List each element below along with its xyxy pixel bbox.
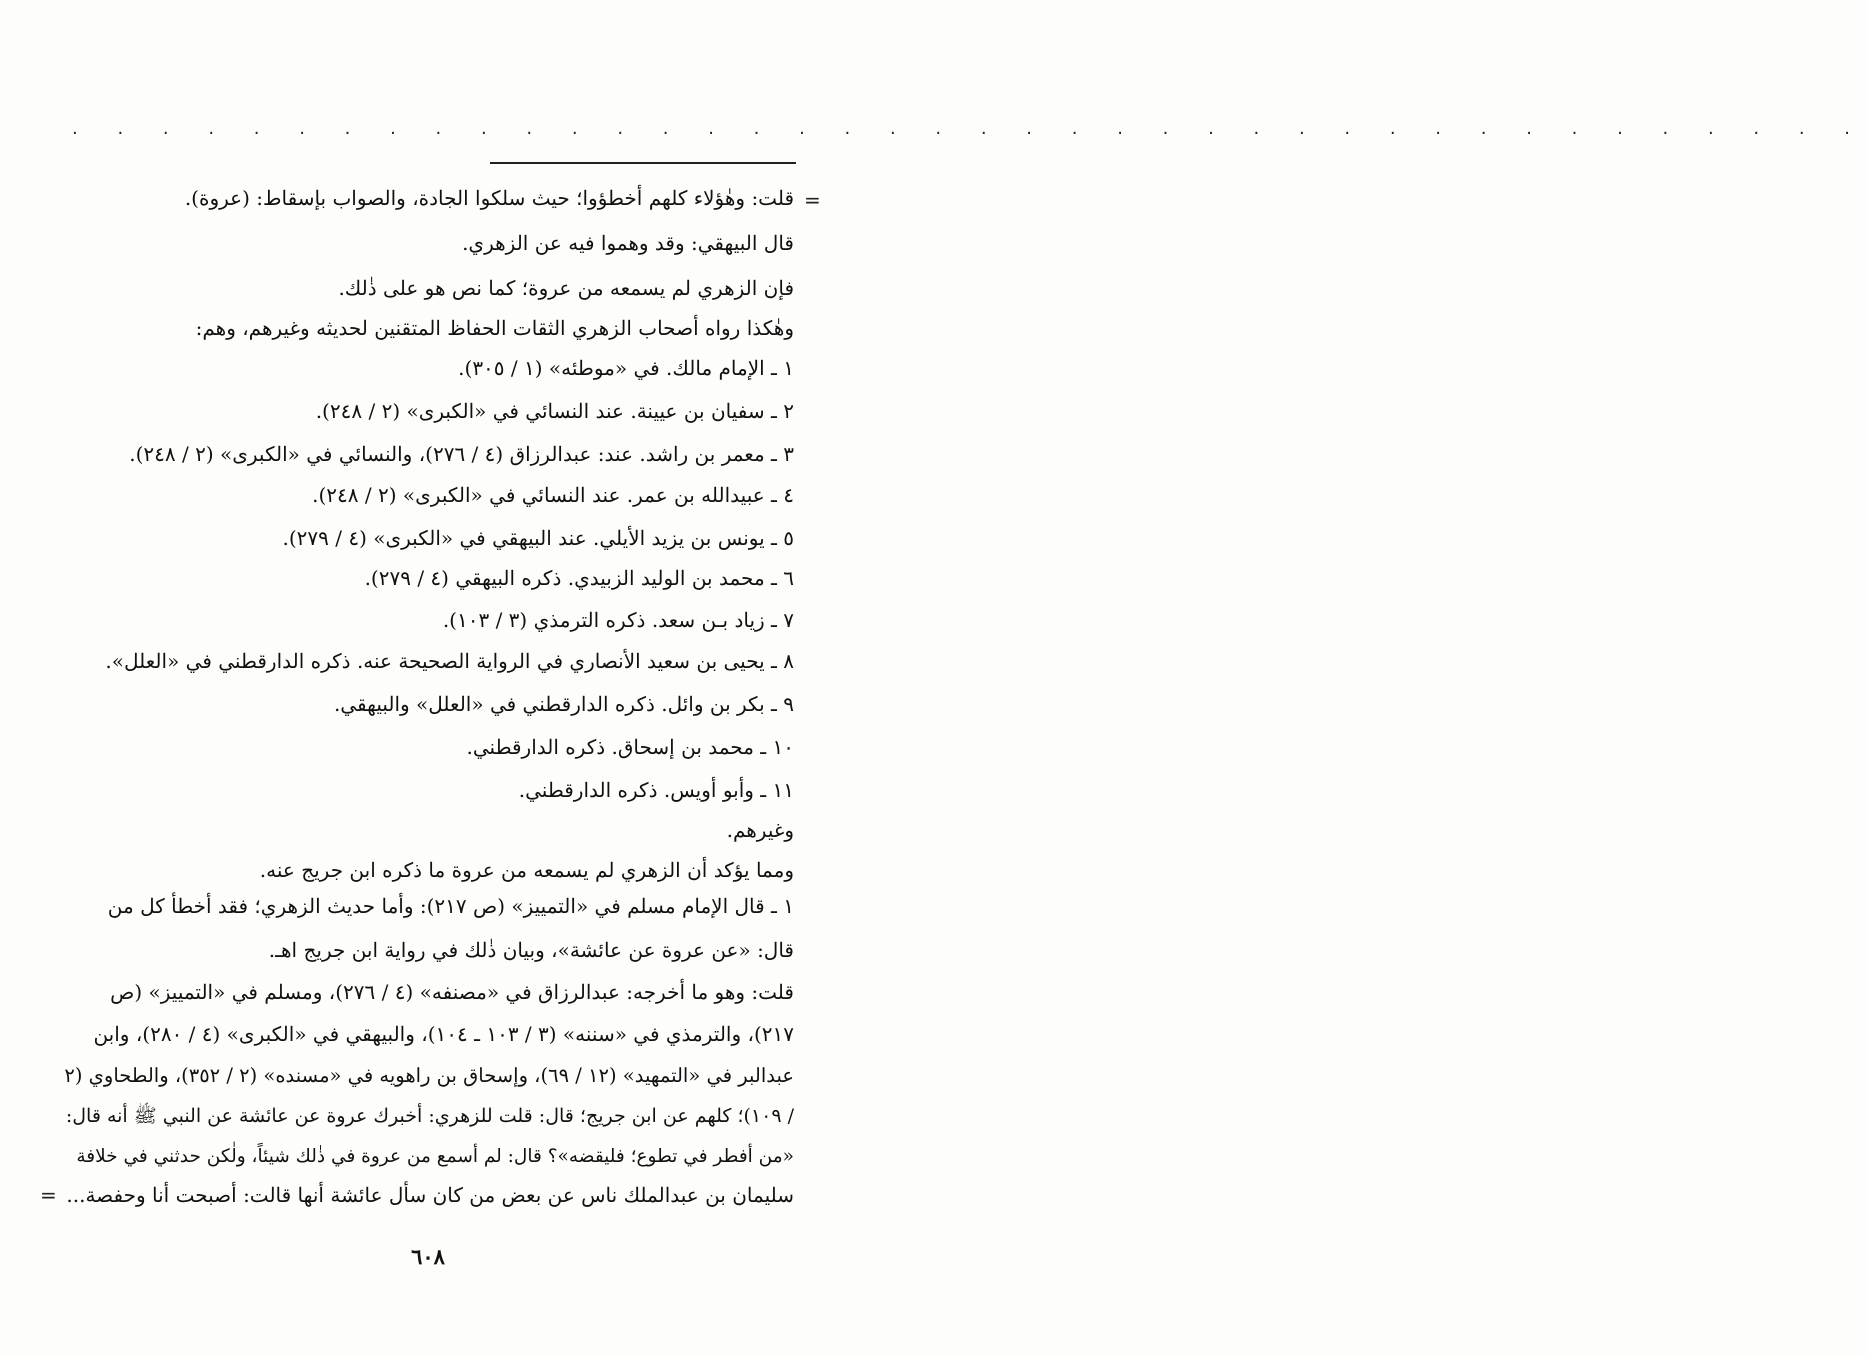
list-item: ١ ـ الإمام مالك. في «موطئه» (١ / ٣٠٥).: [458, 356, 794, 380]
list-item: ٨ ـ يحيى بن سعيد الأنصاري في الرواية الصحيحة عنه. ذكره الدارقطني في «العلل».: [105, 649, 794, 673]
text-line: قال: «عن عروة عن عائشة»، وبيان ذٰلك في رواية ابن جريج اهـ.: [268, 938, 794, 962]
list-item: ٣ ـ معمر بن راشد. عند: عبدالرزاق (٤ / ٢٧٦)، والنسائي في «الكبرى» (٢ / ٢٤٨).: [129, 442, 794, 466]
continuation-mark-top: =: [804, 188, 821, 212]
text-line: سليمان بن عبدالملك ناس عن بعض من كان سأل عائشة أنها قالت: أصبحت أنا وحفصة...: [66, 1183, 794, 1207]
text-line: ١ ـ قال الإمام مسلم في «التمييز» (ص ٢١٧): وأما حديث الزهري؛ فقد أخطأ كل من: [107, 894, 794, 918]
text-line: «من أفطر في تطوع؛ فليقضه»؟ قال: لم أسمع من عروة في ذٰلك شيئاً، ولٰكن حدثني في خلافة: [76, 1146, 794, 1167]
list-item: ٩ ـ بكر بن وائل. ذكره الدارقطني في «العلل» والبيهقي.: [333, 692, 794, 716]
text-line: وغيرهم.: [726, 818, 794, 842]
text-line: قلت: وهٰؤلاء كلهم أخطؤوا؛ حيث سلكوا الجادة، والصواب بإسقاط: (عروة).: [184, 186, 794, 210]
list-item: ٧ ـ زياد بـن سعد. ذكره الترمذي (٣ / ١٠٣).: [442, 608, 794, 632]
dotted-separator: . . . . . . . . . . . . . . . . . . . . . . . . . . . . . . . . . . . . . . . .: [72, 118, 1867, 139]
text-line: فإن الزهري لم يسمعه من عروة؛ كما نص هو على ذٰلك.: [338, 276, 794, 300]
text-line: قال البيهقي: وقد وهموا فيه عن الزهري.: [462, 231, 794, 255]
text-line: وهٰكذا رواه أصحاب الزهري الثقات الحفاظ المتقنين لحديثه وغيرهم، وهم:: [195, 316, 794, 340]
text-line: ٢١٧)، والترمذي في «سننه» (٣ / ١٠٣ ـ ١٠٤)، والبيهقي في «الكبرى» (٤ / ٢٨٠)، وابن: [93, 1022, 794, 1046]
list-item: ١٠ ـ محمد بن إسحاق. ذكره الدارقطني.: [466, 735, 794, 759]
list-item: ٢ ـ سفيان بن عيينة. عند النسائي في «الكبرى» (٢ / ٢٤٨).: [315, 399, 794, 423]
list-item: ٤ ـ عبيدالله بن عمر. عند النسائي في «الكبرى» (٢ / ٢٤٨).: [312, 483, 794, 507]
horizontal-rule: [490, 162, 796, 164]
list-item: ١١ ـ وأبو أويس. ذكره الدارقطني.: [518, 778, 794, 802]
list-item: ٥ ـ يونس بن يزيد الأيلي. عند البيهقي في «الكبرى» (٤ / ٢٧٩).: [282, 526, 794, 550]
text-line: عبدالبر في «التمهيد» (١٢ / ٦٩)، وإسحاق بن راهويه في «مسنده» (٢ / ٣٥٢)، والطحاوي (٢: [64, 1064, 794, 1087]
text-line: قلت: وهو ما أخرجه: عبدالرزاق في «مصنفه» (٤ / ٢٧٦)، ومسلم في «التمييز» (ص: [110, 980, 794, 1004]
text-line: ومما يؤكد أن الزهري لم يسمعه من عروة ما ذكره ابن جريج عنه.: [259, 858, 794, 882]
continuation-mark-bottom: =: [40, 1183, 57, 1207]
text-line: / ١٠٩)؛ كلهم عن ابن جريج؛ قال: قلت للزهري: أخبرك عروة عن عائشة عن النبي ﷺ أنه قال:: [65, 1105, 794, 1127]
list-item: ٦ ـ محمد بن الوليد الزبيدي. ذكره البيهقي (٤ / ٢٧٩).: [364, 566, 794, 590]
page-number: ٦٠٨: [411, 1244, 445, 1269]
